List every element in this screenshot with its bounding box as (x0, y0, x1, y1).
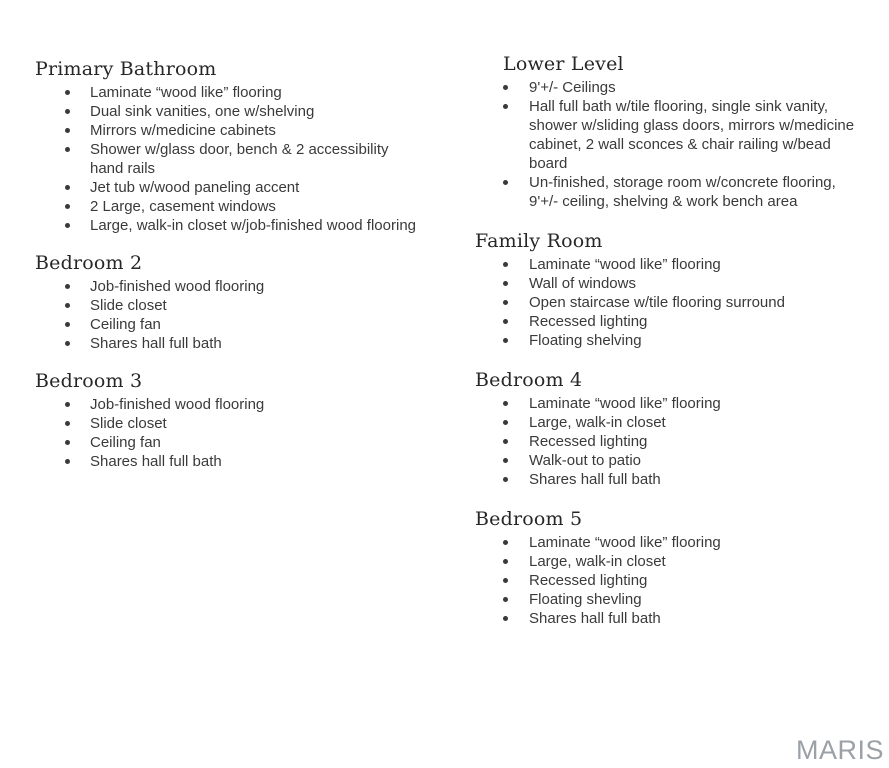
maris-watermark: MARIS (795, 735, 884, 765)
feature-item: Dual sink vanities, one w/shelving (35, 102, 417, 121)
feature-item: Ceiling fan (35, 315, 417, 334)
column-left (35, 57, 417, 487)
section-title-lower-level: Lower Level (503, 53, 624, 75)
feature-item: Large, walk-in closet (475, 413, 865, 432)
feature-item: Recessed lighting (475, 312, 865, 331)
feature-item: Laminate “wood like” flooring (475, 255, 865, 274)
feature-item: Mirrors w/medicine cabinets (35, 121, 417, 140)
feature-item: Slide closet (35, 414, 417, 433)
feature-item: Slide closet (35, 296, 417, 315)
section-bedroom-3 (35, 369, 417, 471)
feature-item: Hall full bath w/tile flooring, single sink vanity, shower w/sliding glass doors, mirrors w/medicine cabinet, 2 wall sconces & chair railing w/bead board (475, 97, 865, 173)
feature-list-family-room (475, 255, 865, 350)
feature-item: Shares hall full bath (35, 334, 417, 353)
feature-item: Job-finished wood flooring (35, 395, 417, 414)
feature-item: Recessed lighting (475, 571, 865, 590)
feature-item: Shower w/glass door, bench & 2 accessibility hand rails (35, 140, 417, 178)
feature-item: Walk-out to patio (475, 451, 865, 470)
section-title-family-room: Family Room (475, 230, 603, 252)
feature-item: 9'+/- Ceilings (475, 78, 865, 97)
feature-item: Shares hall full bath (475, 609, 865, 628)
feature-item: Jet tub w/wood paneling accent (35, 178, 417, 197)
section-family-room (475, 229, 865, 350)
feature-list-bedroom-5 (475, 533, 865, 628)
section-title-bedroom-5: Bedroom 5 (475, 508, 583, 530)
feature-list-bedroom-4 (475, 394, 865, 489)
section-title-bedroom-2: Bedroom 2 (35, 252, 143, 274)
section-primary-bathroom (35, 57, 417, 235)
feature-item: Large, walk-in closet w/job-finished wood flooring (35, 216, 417, 235)
feature-list-bedroom-3 (35, 395, 417, 471)
feature-list-lower-level (475, 78, 865, 211)
feature-list-primary-bathroom (35, 83, 417, 235)
feature-item: Un-finished, storage room w/concrete flooring, 9'+/- ceiling, shelving & work bench area (475, 173, 865, 211)
section-title-bedroom-4: Bedroom 4 (475, 369, 583, 391)
feature-item: Floating shevling (475, 590, 865, 609)
feature-item: Shares hall full bath (475, 470, 865, 489)
section-bedroom-5 (475, 507, 865, 628)
section-lower-level (475, 52, 865, 211)
feature-item: Shares hall full bath (35, 452, 417, 471)
feature-list-bedroom-2 (35, 277, 417, 353)
section-title-bedroom-3: Bedroom 3 (35, 370, 143, 392)
section-bedroom-2 (35, 251, 417, 353)
feature-item: Laminate “wood like” flooring (475, 533, 865, 552)
feature-item: 2 Large, casement windows (35, 197, 417, 216)
column-right (475, 52, 865, 646)
feature-item: Recessed lighting (475, 432, 865, 451)
feature-item: Job-finished wood flooring (35, 277, 417, 296)
feature-item: Open staircase w/tile flooring surround (475, 293, 865, 312)
feature-item: Floating shelving (475, 331, 865, 350)
feature-item: Wall of windows (475, 274, 865, 293)
feature-item: Ceiling fan (35, 433, 417, 452)
feature-item: Large, walk-in closet (475, 552, 865, 571)
feature-item: Laminate “wood like” flooring (475, 394, 865, 413)
feature-item: Laminate “wood like” flooring (35, 83, 417, 102)
section-title-primary-bathroom: Primary Bathroom (35, 58, 217, 80)
section-bedroom-4 (475, 368, 865, 489)
